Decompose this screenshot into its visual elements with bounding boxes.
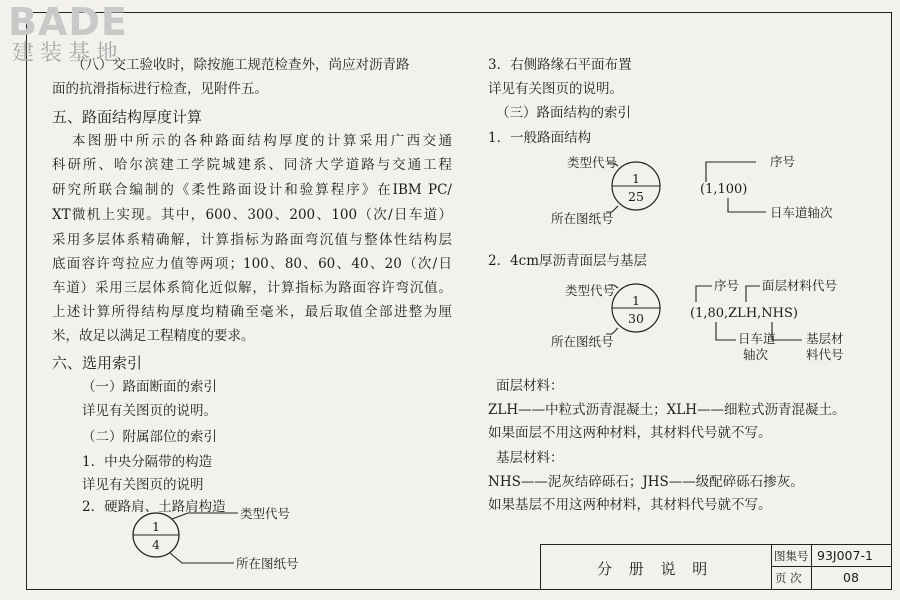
asphalt-page-label: 所在图纸号: [551, 334, 614, 349]
atlas-number-value: 93J007-1: [817, 548, 873, 563]
paragraph-line-3: 研究所联合编制的《柔性路面设计和验算程序》在IBM PC/: [52, 182, 452, 198]
paragraph-line-1: 本图册中所示的各种路面结构厚度的计算采用广西交通: [72, 133, 452, 149]
surface-material-note: 如果面层不用这两种材料，其材料代号就不写。: [488, 425, 772, 441]
shoulder-type-code-label: 类型代号: [240, 506, 291, 521]
base-material-title: 基层材料：: [496, 450, 564, 466]
paragraph-line-9: 米，故足以满足工程精度的要求。: [52, 328, 255, 344]
index-road-section-text: 详见有关图页的说明。: [82, 403, 217, 419]
text-acceptance-2: 面的抗滑指标进行检查，见附件五。: [52, 81, 268, 97]
curb-layout-title: 3．右侧路缘石平面布置: [488, 57, 632, 73]
asphalt-index-bottom: 30: [628, 311, 644, 326]
logo-main-text: BADE: [8, 0, 128, 44]
page-number-value: 08: [843, 570, 859, 585]
general-code-formula: (1,100): [700, 182, 748, 197]
asphalt-index-top: 1: [632, 293, 640, 308]
paragraph-line-2: 科研所、哈尔滨建工学院城建系、同济大学道路与交通工程: [52, 157, 452, 173]
median-structure: 1．中央分隔带的构造: [82, 454, 213, 470]
asphalt-traffic-label-2: 轴次: [743, 347, 769, 362]
asphalt-type-code-label: 类型代号: [565, 283, 616, 298]
general-type-code-label: 类型代号: [567, 155, 618, 170]
asphalt-base-code-label-1: 基层材: [806, 331, 844, 346]
text-acceptance-1: （八）交工验收时，除按施工规范检查外，尚应对沥青路: [72, 57, 410, 73]
base-material-definitions: NHS——泥灰结碎砾石；JHS——级配碎砾石掺灰。: [488, 474, 804, 490]
general-index-top: 1: [632, 171, 640, 186]
general-index-bottom: 25: [628, 189, 644, 204]
asphalt-base-title: 2．4cm厚沥青面层与基层: [488, 253, 648, 269]
paragraph-line-5: 采用多层体系精确解，计算指标为路面弯沉值与整体性结构层: [52, 232, 452, 248]
curb-layout-text: 详见有关图页的说明。: [488, 81, 623, 97]
section-5-title: 五、路面结构厚度计算: [52, 108, 203, 126]
general-traffic-label: 日车道轴次: [770, 205, 833, 220]
index-road-section: （一）路面断面的索引: [82, 379, 217, 395]
base-material-note: 如果基层不用这两种材料，其材料代号就不写。: [488, 497, 772, 513]
atlas-number-label: 图集号: [774, 549, 809, 563]
section-6-title: 六、选用索引: [52, 354, 143, 372]
general-page-label: 所在图纸号: [551, 211, 614, 226]
paragraph-line-8: 上述计算所得结构厚度均精确至毫米，最后取值全部进整为厘: [52, 304, 452, 320]
general-seq-label: 序号: [770, 154, 796, 169]
title-block-title: 分 册 说 明: [597, 560, 714, 578]
title-block: [540, 544, 892, 590]
shoulder-index-bottom: 4: [152, 537, 160, 552]
index-ancillary: （二）附属部位的索引: [82, 429, 217, 445]
bade-logo: [4, 0, 154, 66]
shoulder-structure: 2．硬路肩、土路肩构造: [82, 499, 226, 515]
shoulder-index-top: 1: [152, 519, 160, 534]
asphalt-traffic-label-1: 日车道: [738, 331, 776, 346]
surface-material-title: 面层材料：: [496, 378, 564, 394]
asphalt-seq-label: 序号: [714, 278, 740, 293]
logo-sub-text: 建装基地: [12, 41, 125, 66]
paragraph-line-6: 底面容许弯拉应力值等两项；100、80、60、40、20（次/日: [52, 256, 452, 272]
surface-material-definitions: ZLH——中粒式沥青混凝土；XLH——细粒式沥青混凝土。: [488, 402, 846, 418]
asphalt-code-formula: (1,80,ZLH,NHS): [690, 306, 798, 321]
general-pavement-title: 1．一般路面结构: [488, 130, 592, 146]
paragraph-line-7: 车道）采用三层体系简化近似解，计算指标为路面容许弯沉值。: [52, 280, 452, 296]
asphalt-surface-code-label: 面层材料代号: [762, 278, 838, 293]
asphalt-base-code-label-2: 料代号: [806, 347, 844, 362]
shoulder-page-label: 所在图纸号: [236, 556, 299, 571]
pavement-index-title: （三）路面结构的索引: [496, 105, 631, 121]
median-structure-text: 详见有关图页的说明: [82, 477, 204, 493]
page-number-label: 页 次: [775, 571, 802, 585]
paragraph-line-4: XT微机上实现。其中，600、300、200、100（次/日车道）: [52, 207, 452, 223]
